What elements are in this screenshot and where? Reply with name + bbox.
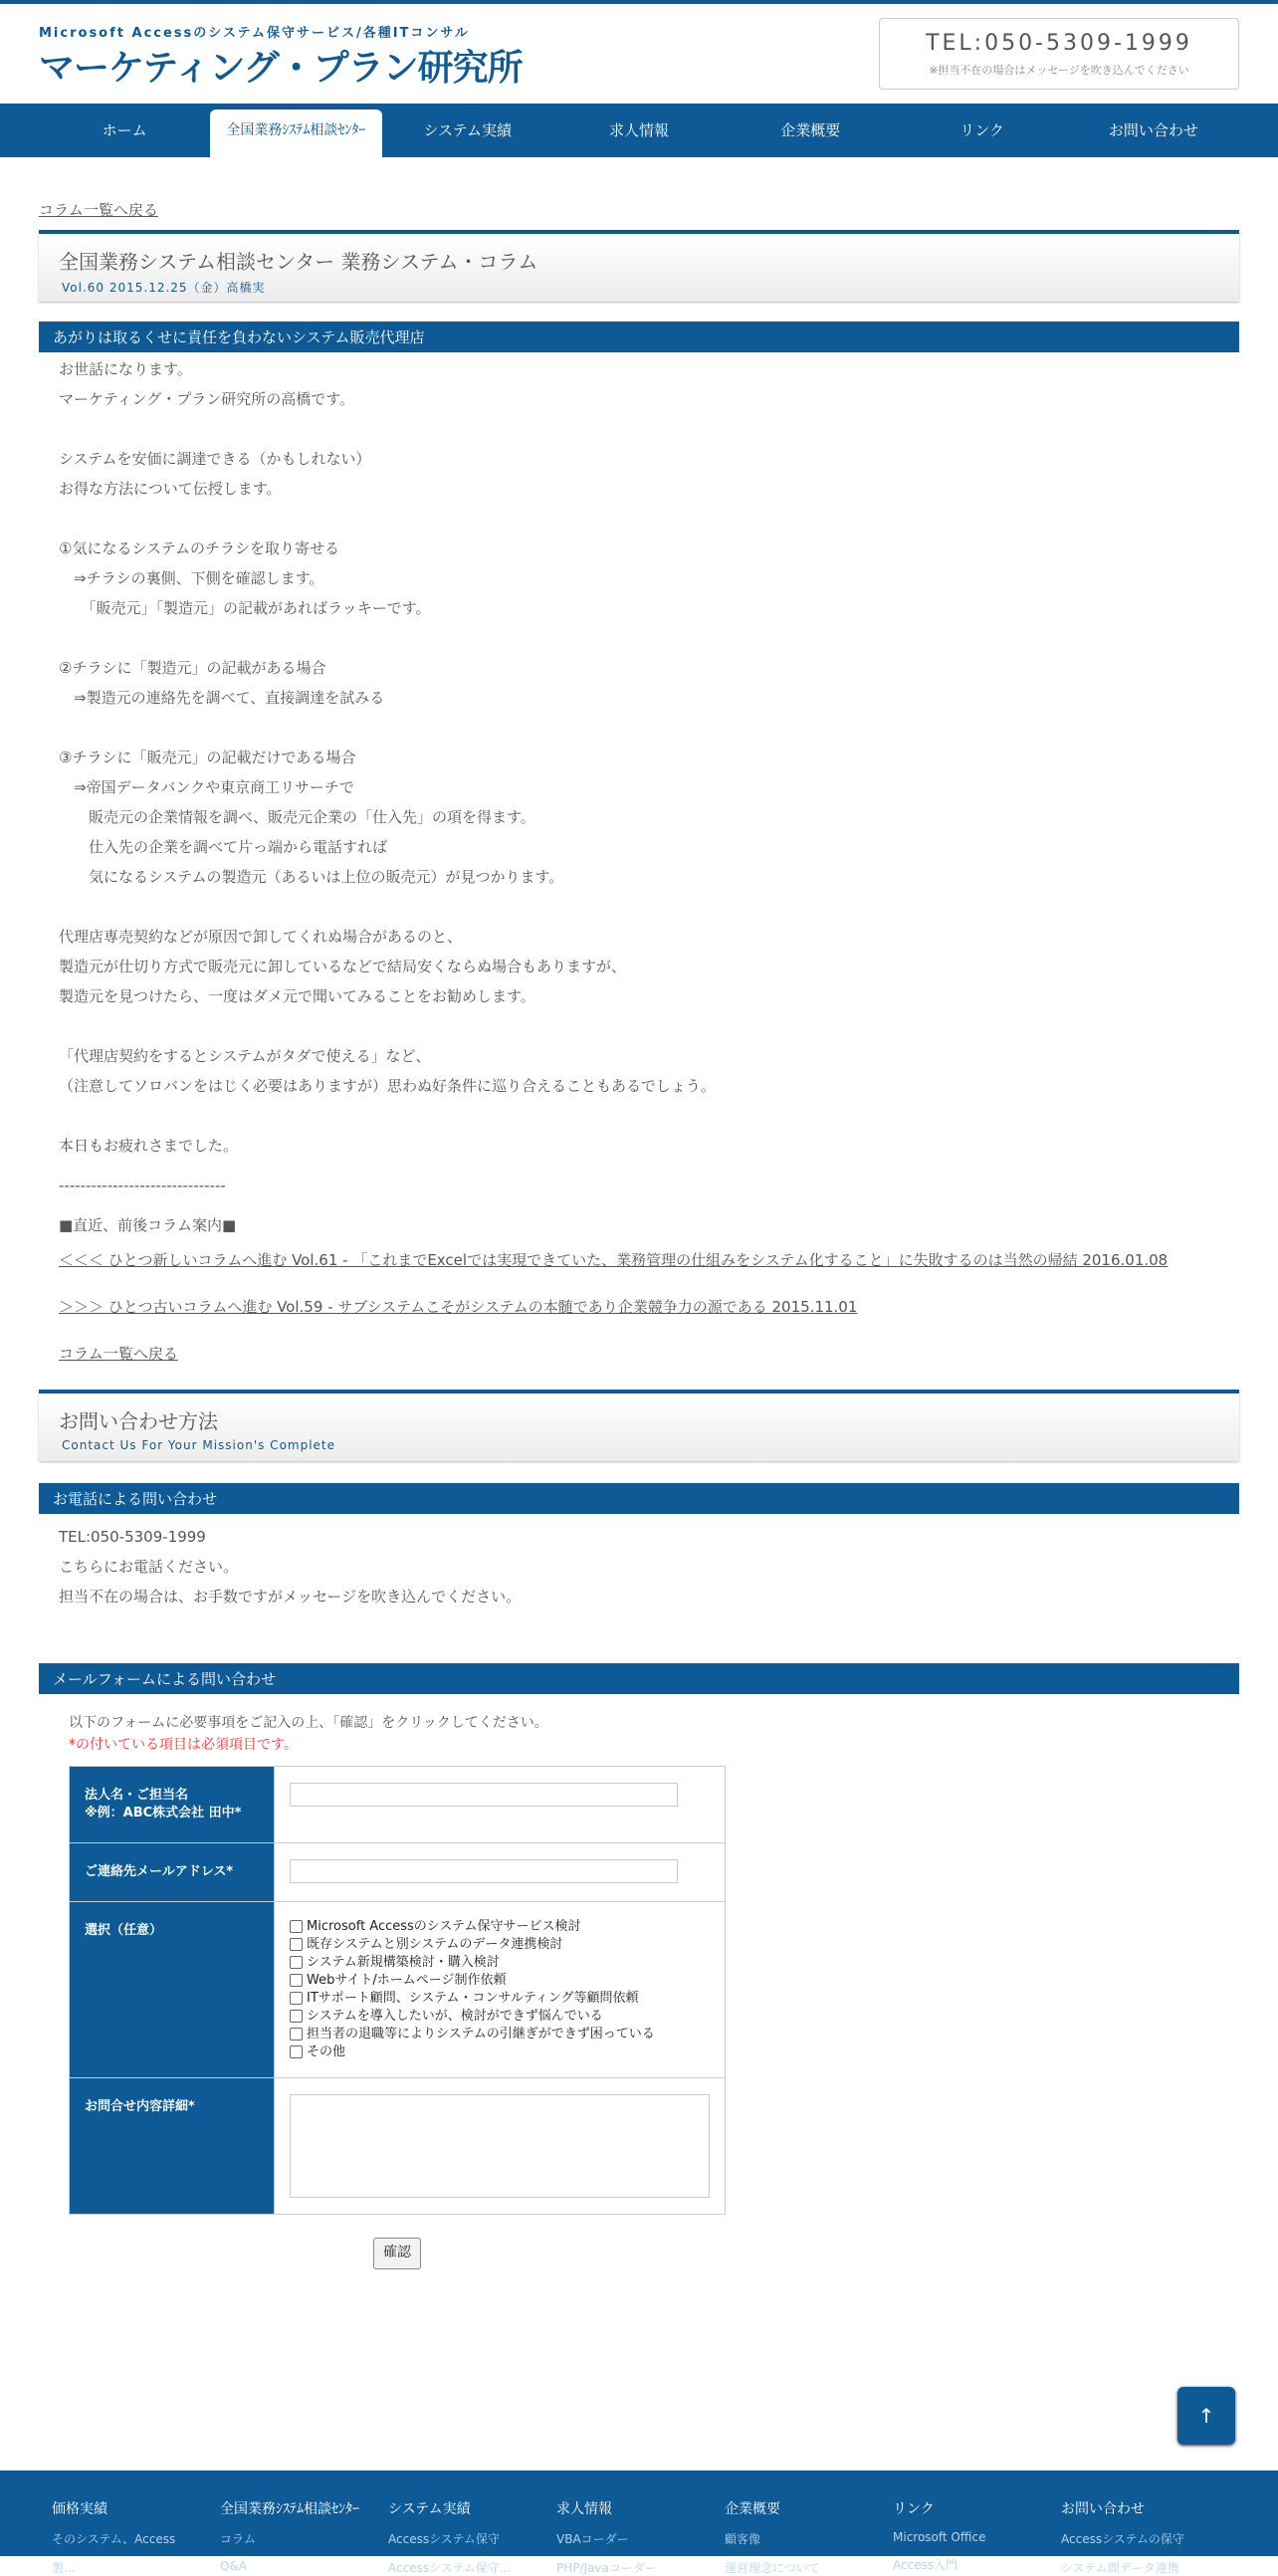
header-tagline: Microsoft Accessのシステム保守サービス/各種ITコンサル	[39, 26, 470, 41]
column-section-title: 全国業務システム相談センター 業務システム・コラム	[59, 250, 538, 274]
article-body: お世話になります。 マーケティング・プラン研究所の高橋です。 システムを安価に調達できる（かもしれない） お得な方法について伝授します。 ①気になるシステムのチラシを取り寄せる ⇒チラシの裏側、下側を確認します。 「販売元」「製造元」の記載があればラッキーです。 ②チラシに「製造元」の記載がある場合 ⇒製造元の連絡先を調べて、直接調達を試みる ③チラシに「販売元」の記載だけである場合 ⇒帝国データバンクや東京商工リサーチで 販売元の企業情報を調べ、販売元企業の「仕入先」の項を得ます。 仕入先の企業を調べて片っ端から電話すれば 気になるシステムの製造元（あるいは上位の販売元）が見つかります。 代理店専売契約などが原因で卸してくれぬ場合があるのと、 製造元が仕切り方式で販売元に卸しているなどで結局安くならぬ場合もありますが、 製造元を見つけたら、一度はダメ元で聞いてみることをお勧めします。 「代理店契約をするとシステムがタダで使える」など、 （注意してソロバンをはじく必要はありますが）思わぬ好条件に巡り合えることもあるでしょう。 本日もお疲れさまでした。	[59, 360, 716, 1155]
option-label: その他	[307, 2044, 346, 2059]
footer-col-heading[interactable]: 企業概要	[725, 2501, 780, 2517]
email-input[interactable]	[290, 1859, 678, 1883]
name-label-line1: 法人名・ご担当名	[85, 1788, 189, 1803]
tel-box	[879, 18, 1239, 90]
footer-link[interactable]: PHP/Javaコーダー	[556, 2561, 657, 2575]
option-checkbox[interactable]	[290, 1954, 710, 1972]
contact-section-header	[39, 1390, 1239, 1461]
footer-link[interactable]: Accessシステム保守...	[388, 2561, 512, 2575]
option-checkbox[interactable]	[290, 1990, 710, 2008]
next-column-link[interactable]: ＜＜＜ ひとつ新しいコラムへ進む Vol.61 - 「これまでExcelでは実現できていた、業務管理の仕組みをシステム化すること」に失敗するのは当然の帰結 2016.01.08	[59, 1251, 1169, 1269]
footer-col	[220, 2498, 388, 2576]
nav-consult-center[interactable]: 全国業務ｼｽﾃﾑ相談ｾﾝﾀｰ	[210, 109, 381, 157]
column-list-back-link-bottom[interactable]: コラム一覧へ戻る	[59, 1345, 178, 1363]
phone-contact-bar: お電話による問い合わせ	[39, 1483, 1239, 1514]
nav-links[interactable]: リンク	[959, 121, 1004, 139]
main-content	[39, 199, 1239, 2260]
site-header	[0, 4, 1278, 104]
option-label: ITサポート顧問、システム・コンサルティング等顧問依頼	[307, 1991, 639, 2006]
form-intro-text: 以下のフォームに必要事項をご記入の上、「確認」をクリックしてください。	[69, 1715, 548, 1731]
nav-system-results[interactable]: システム実績	[423, 121, 512, 139]
name-field-label	[70, 1767, 275, 1843]
divider-text: -------------------------------	[59, 1177, 226, 1194]
footer-col	[893, 2498, 1061, 2576]
detail-textarea[interactable]	[290, 2094, 710, 2198]
footer-link[interactable]: Access入門	[893, 2558, 958, 2572]
footer-link[interactable]: そのシステム、Access	[52, 2532, 176, 2546]
nav-contact[interactable]: お問い合わせ	[1108, 121, 1198, 139]
nav-home[interactable]: ホーム	[102, 121, 147, 139]
checkbox-icon[interactable]	[290, 2045, 303, 2058]
footer-col-heading[interactable]: 価格実績	[52, 2501, 107, 2517]
name-label-line2: ※例：ABC株式会社 田中*	[85, 1806, 242, 1821]
option-label: システムを導入したいが、検討ができず悩んでいる	[307, 2009, 603, 2024]
checkbox-icon[interactable]	[290, 2028, 303, 2040]
related-columns	[39, 1177, 1239, 1364]
tel-note: ※担当不在の場合はメッセージを吹き込んでください	[929, 64, 1189, 77]
checkbox-icon[interactable]	[290, 1956, 303, 1969]
checkbox-icon[interactable]	[290, 1938, 303, 1951]
option-checkbox[interactable]	[290, 2008, 710, 2026]
option-label: システム新規構築検討・購入検討	[307, 1955, 500, 1970]
footer-col-heading[interactable]: リンク	[893, 2501, 935, 2517]
checkbox-icon[interactable]	[290, 1992, 303, 2005]
option-checkbox[interactable]	[290, 2026, 710, 2043]
select-field-label: 選択（任意）	[70, 1902, 275, 2078]
option-checkbox[interactable]	[290, 1936, 710, 1954]
footer-col-heading[interactable]: 全国業務ｼｽﾃﾑ相談ｾﾝﾀｰ	[220, 2501, 359, 2517]
footer-link[interactable]: 運営理念について	[725, 2561, 820, 2575]
back-to-top-button[interactable]: ↑	[1177, 2387, 1235, 2445]
option-label: Microsoft Accessのシステム保守サービス検討	[307, 1919, 581, 1934]
nav-jobs[interactable]: 求人情報	[608, 121, 669, 139]
confirm-button[interactable]: 確認	[373, 2238, 421, 2269]
footer-col	[52, 2498, 220, 2576]
footer-link[interactable]: 製...	[52, 2561, 76, 2575]
footer-col	[1061, 2498, 1229, 2576]
footer-link[interactable]: Accessシステム保守	[388, 2532, 500, 2546]
option-label: 既存システムと別システムのデータ連携検討	[307, 1937, 563, 1952]
footer-col-heading[interactable]: システム実績	[388, 2501, 471, 2517]
option-label: 担当者の退職等によりシステムの引継ぎができず困っている	[307, 2027, 655, 2041]
contact-form	[69, 1766, 726, 2215]
footer-link[interactable]: 顧客像	[725, 2532, 761, 2546]
checkbox-icon[interactable]	[290, 1920, 303, 1933]
main-nav	[0, 104, 1278, 157]
form-intro	[69, 1712, 1239, 1756]
footer-col	[725, 2498, 893, 2576]
footer-col	[556, 2498, 725, 2576]
contact-section-title: お問い合わせ方法	[59, 1409, 218, 1433]
option-checkbox[interactable]	[290, 1972, 710, 1990]
footer-col-heading[interactable]: 求人情報	[556, 2501, 612, 2517]
prev-column-link[interactable]: ＞＞＞ ひとつ古いコラムへ進む Vol.59 - サブシステムこそがシステムの本髄であり企業競争力の源である 2015.11.01	[59, 1298, 858, 1316]
footer-link[interactable]: Q&A	[220, 2559, 248, 2573]
option-checkbox[interactable]	[290, 2043, 710, 2061]
site-footer	[0, 2470, 1278, 2575]
contact-section-subtitle: Contact Us For Your Mission's Complete	[62, 1438, 336, 1452]
email-field-label: ご連絡先メールアドレス*	[70, 1843, 275, 1902]
form-required-note: *の付いている項目は必須項目です。	[69, 1737, 298, 1753]
tel-number: TEL:050-5309-1999	[926, 31, 1192, 56]
option-checkbox[interactable]	[290, 1918, 710, 1936]
footer-link[interactable]: システム間データ連携	[1061, 2561, 1179, 2575]
footer-link[interactable]: コラム	[220, 2532, 256, 2546]
column-section-header	[39, 230, 1239, 302]
checkbox-icon[interactable]	[290, 2010, 303, 2023]
column-list-back-link[interactable]: コラム一覧へ戻る	[39, 201, 158, 219]
detail-field-label: お問合せ内容詳細*	[70, 2078, 275, 2215]
checkbox-icon[interactable]	[290, 1974, 303, 1987]
footer-link[interactable]: VBAコーダー	[556, 2532, 629, 2546]
recent-columns-label: ■直近、前後コラム案内■	[59, 1216, 237, 1234]
mail-contact-bar: メールフォームによる問い合わせ	[39, 1663, 1239, 1694]
name-input[interactable]	[290, 1783, 678, 1807]
phone-contact-body: TEL:050-5309-1999 こちらにお電話ください。 担当不在の場合は、お手数ですがメッセージを吹き込んでください。	[59, 1528, 522, 1606]
column-section-subtitle: Vol.60 2015.12.25（金）高橋実	[62, 281, 266, 295]
footer-link[interactable]: Microsoft Office	[893, 2530, 986, 2544]
footer-link[interactable]: Accessシステムの保守	[1061, 2532, 1184, 2546]
option-label: Webサイト/ホームページ制作依頼	[307, 1973, 507, 1988]
footer-col-heading[interactable]: お問い合わせ	[1061, 2501, 1145, 2517]
nav-company[interactable]: 企業概要	[780, 121, 841, 139]
footer-col	[388, 2498, 556, 2576]
site-logo[interactable]: マーケティング・プラン研究所	[39, 48, 523, 89]
article-title-bar: あがりは取るくせに責任を負わないシステム販売代理店	[39, 322, 1239, 352]
